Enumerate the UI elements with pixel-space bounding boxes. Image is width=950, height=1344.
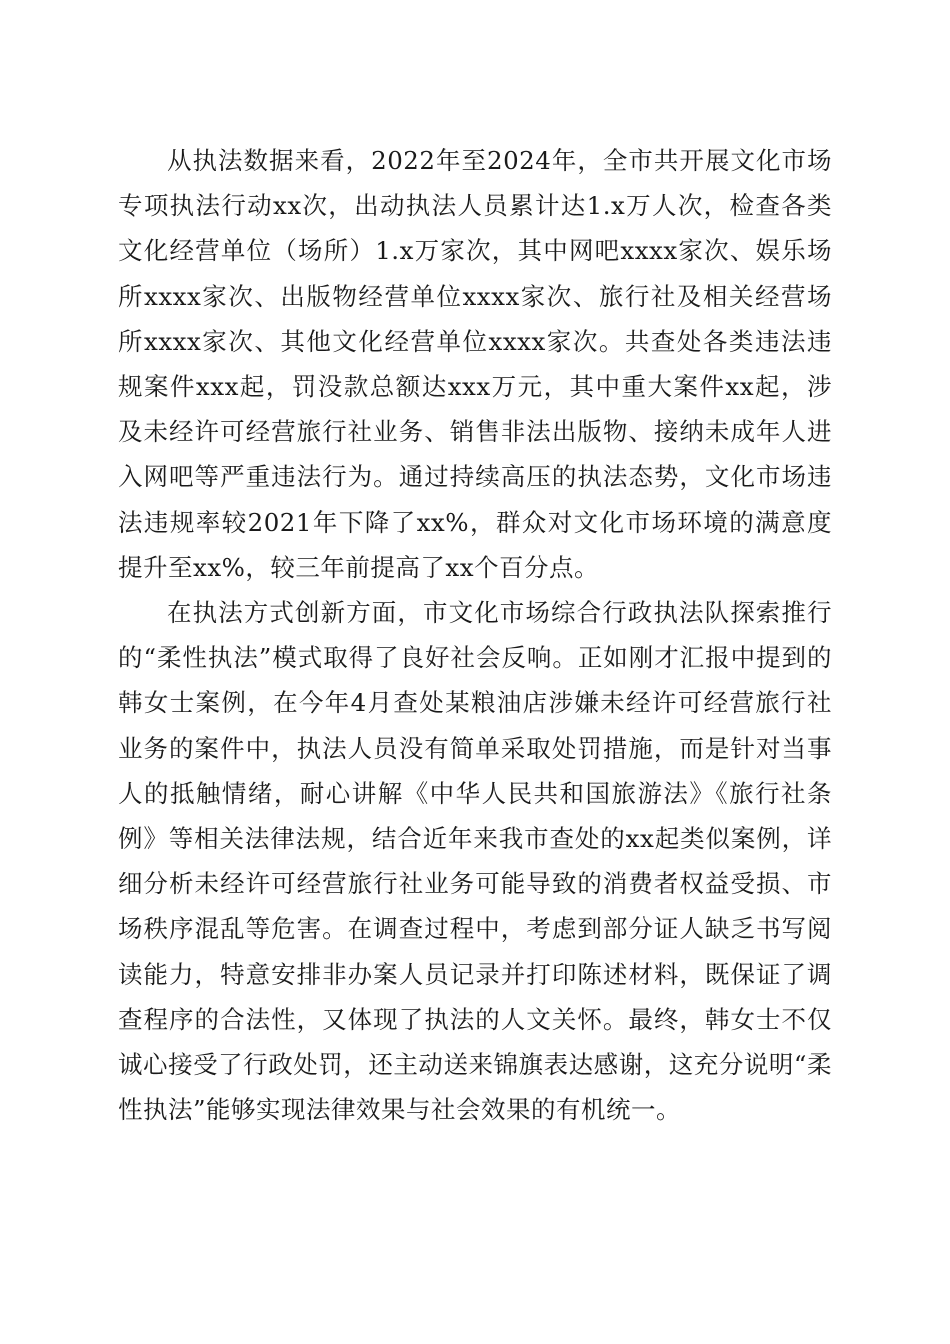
document-body xyxy=(118,138,832,1132)
paragraph-flexible-enforcement: 在执法方式创新方面，市文化市场综合行政执法队探索推行的“柔性执法”模式取得了良好社会反响。正如刚才汇报中提到的韩女士案例，在今年4月查处某粮油店涉嫌未经许可经营旅行社业务的案件中，执法人员没有简单采取处罚措施，而是针对当事人的抵触情绪，耐心讲解《中华人民共和国旅游法》《旅行社条例》等相关法律法规，结合近年来我市查处的xx起类似案例，详细分析未经许可经营旅行社业务可能导致的消费者权益受损、市场秩序混乱等危害。在调查过程中，考虑到部分证人缺乏书写阅读能力，特意安排非办案人员记录并打印陈述材料，既保证了调查程序的合法性，又体现了执法的人文关怀。最终，韩女士不仅诚心接受了行政处罚，还主动送来锦旗表达感谢，这充分说明“柔性执法”能够实现法律效果与社会效果的有机统一。 xyxy=(118,598,832,1125)
paragraph-enforcement-data: 从执法数据来看，2022年至2024年，全市共开展文化市场专项执法行动xx次，出动执法人员累计达1.x万人次，检查各类文化经营单位（场所）1.x万家次，其中网吧xxxx家次、娱乐场所xxxx家次、出版物经营单位xxxx家次、旅行社及相关经营场所xxxx家次、其他文化经营单位xxxx家次。共查处各类违法违规案件xxx起，罚没款总额达xxx万元，其中重大案件xx起，涉及未经许可经营旅行社业务、销售非法出版物、接纳未成年人进入网吧等严重违法行为。通过持续高压的执法态势，文化市场违法违规率较2021年下降了xx%，群众对文化市场环境的满意度提升至xx%，较三年前提高了xx个百分点。 xyxy=(118,146,832,582)
